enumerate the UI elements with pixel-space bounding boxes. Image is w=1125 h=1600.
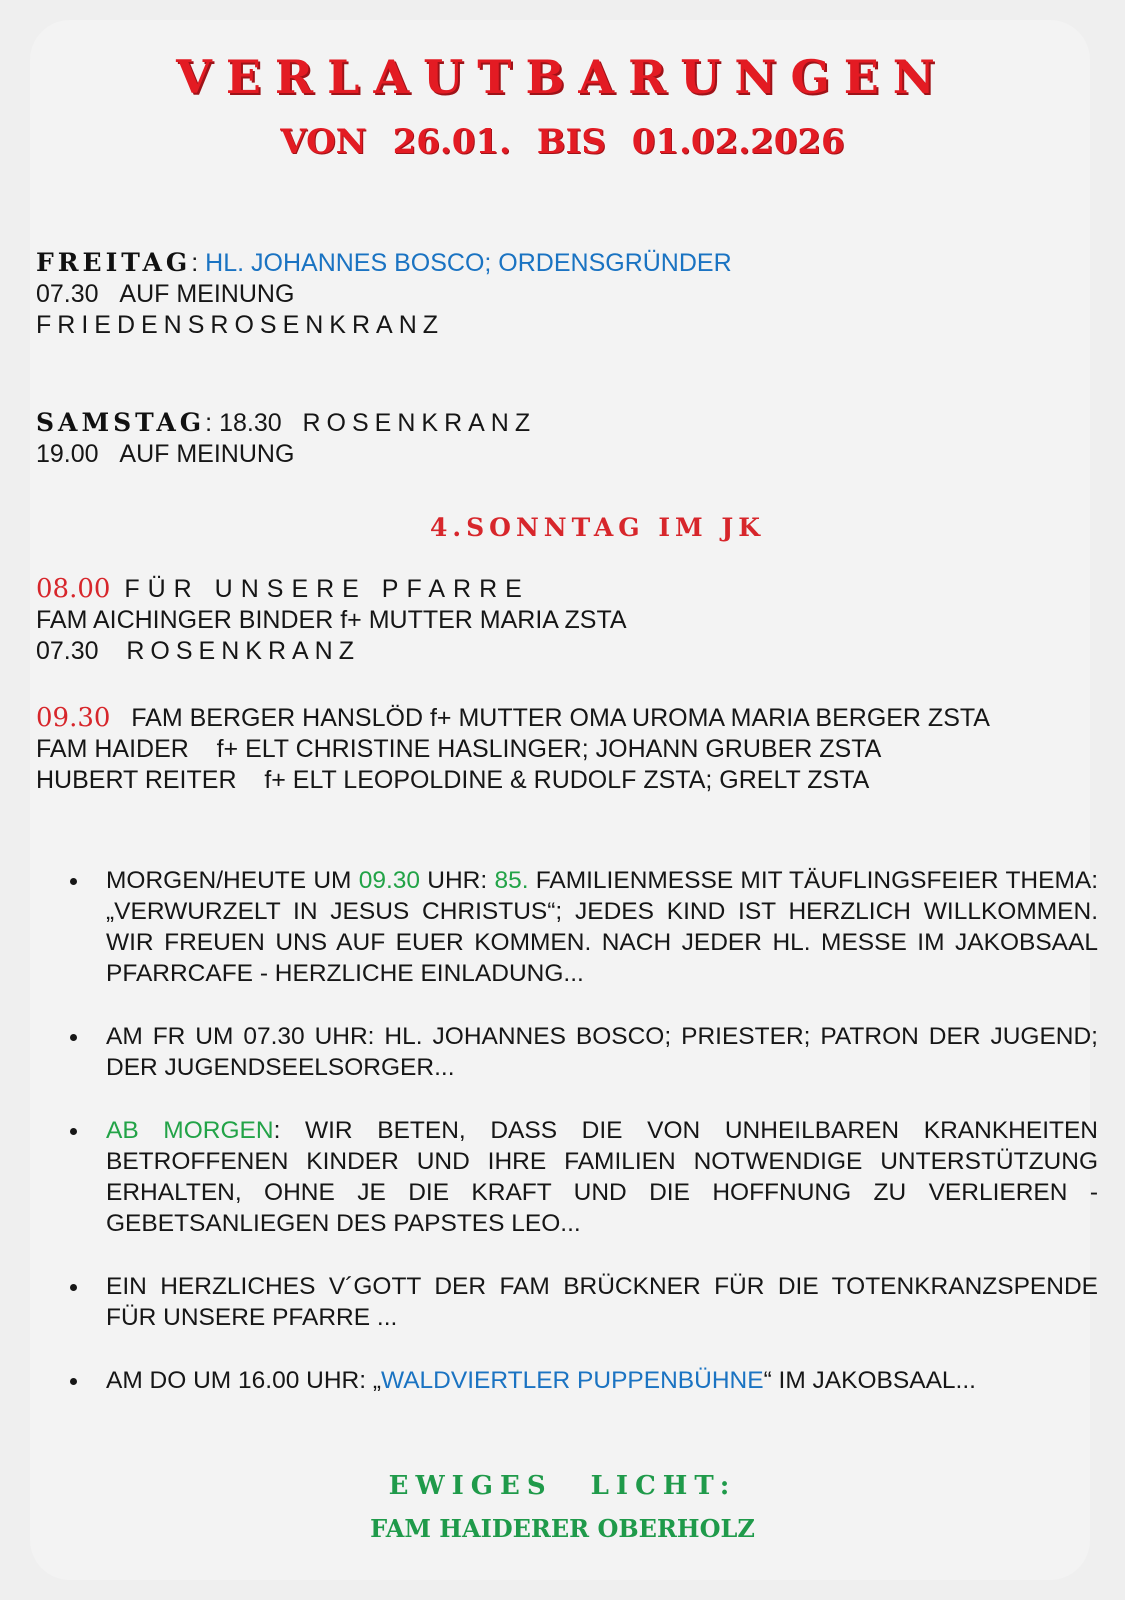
rosary-label: ROSENKRANZ (126, 637, 360, 665)
rosary-label: ROSENKRANZ (302, 409, 537, 437)
mass-intention: FAM BERGER HANSLÖD f+ MUTTER OMA UROMA MARIA BERGER ZSTA (131, 704, 990, 732)
sunday-mass-1-heading (36, 574, 530, 604)
highlight-time: 09.30 (358, 867, 421, 894)
day-label: SAMSTAG (36, 408, 206, 437)
announcement-list (70, 865, 1098, 1428)
mass-intention: AUF MEINUNG (119, 280, 295, 308)
announcement-item: AM FR UM 07.30 UHR: HL. JOHANNES BOSCO; PRIESTER; PATRON DER JUGEND; DER JUGENDSEELSORGER... (70, 1021, 1098, 1083)
friday-mass (36, 280, 294, 309)
eternal-light-donor: FAM HAIDERER OBERHOLZ (370, 1514, 755, 1543)
announcement-item: AM DO UM 16.00 UHR: „WALDVIERTLER PUPPENBÜHNE“ IM JAKOBSAAL... (70, 1365, 1098, 1396)
donor-name: FAM HAIDER (36, 735, 189, 763)
bullet-icon (70, 1128, 77, 1135)
sunday-mass-2-intention (36, 766, 869, 795)
saint-name: HL. JOHANNES BOSCO; ORDENSGRÜNDER (205, 249, 732, 277)
highlight-text: AB MORGEN (106, 1117, 274, 1144)
mass-time: 09.30 (36, 703, 111, 733)
saturday-mass (36, 440, 294, 469)
eternal-light-label: EWIGES LICHT: (388, 1471, 737, 1501)
date-range: VON 26.01. BIS 01.02.2026 (280, 122, 845, 162)
mass-time: 18.30 (219, 409, 282, 437)
mass-time: 07.30 (36, 280, 99, 308)
sunday-mass-2-heading (36, 703, 990, 733)
day-label: FREITAG (36, 248, 192, 277)
announcement-item: MORGEN/HEUTE UM 09.30 UHR: 85. FAMILIENMESSE MIT TÄUFLINGSFEIER THEMA: „VERWURZELT IN JESUS CHRISTUS“; JEDES KIND IST HERZLICH WILLKOMMEN. WIR FREUEN UNS AUF EUER KOMMEN. NACH JEDER HL. MESSE IM JAKOBSAAL PFARRCAFE - HERZLICHE EINLADUNG... (70, 865, 1098, 989)
page-title: VERLAUTBARUNGEN (176, 50, 949, 104)
highlight-number: 85. (494, 867, 529, 894)
saturday-heading: SAMSTAG: 18.30 ROSENKRANZ (36, 408, 537, 437)
bullet-icon (70, 1284, 77, 1291)
friday-heading: FREITAG: HL. JOHANNES BOSCO; ORDENSGRÜNDER (36, 248, 732, 277)
intention-text: f+ ELT CHRISTINE HASLINGER; JOHANN GRUBER ZSTA (216, 735, 882, 763)
sunday-mass-1-intention: FAM AICHINGER BINDER f+ MUTTER MARIA ZSTA (36, 606, 627, 634)
highlight-text: WALDVIERTLER PUPPENBÜHNE (381, 1367, 764, 1394)
intention-text: f+ ELT LEOPOLDINE & RUDOLF ZSTA; GRELT ZSTA (264, 766, 870, 794)
friday-extra: FRIEDENSROSENKRANZ (36, 311, 445, 339)
mass-title: FÜR UNSERE PFARRE (124, 575, 530, 603)
mass-time: 08.00 (36, 574, 111, 604)
bullet-icon (70, 1378, 77, 1385)
donor-name: HUBERT REITER (36, 766, 237, 794)
announcement-item: AB MORGEN: WIR BETEN, DASS DIE VON UNHEILBAREN KRANKHEITEN BETROFFENEN KINDER UND IHRE FAMILIEN NOTWENDIGE UNTERSTÜTZUNG ERHALTEN, OHNE JE DIE KRAFT UND DIE HOFFNUNG ZU VERLIEREN - GEBETSANLIEGEN DES PAPSTES LEO... (70, 1115, 1098, 1239)
bullet-icon (70, 878, 77, 885)
rosary-time: 07.30 (36, 637, 99, 665)
mass-intention: AUF MEINUNG (119, 440, 295, 468)
sunday-rosary (36, 637, 360, 666)
bullet-icon (70, 1034, 77, 1041)
sunday-mass-2-intention (36, 735, 881, 764)
sunday-heading: 4.SONNTAG IM JK (430, 513, 765, 542)
mass-time: 19.00 (36, 440, 99, 468)
announcement-item: EIN HERZLICHES V´GOTT DER FAM BRÜCKNER FÜR DIE TOTENKRANZSPENDE FÜR UNSERE PFARRE ... (70, 1271, 1098, 1333)
